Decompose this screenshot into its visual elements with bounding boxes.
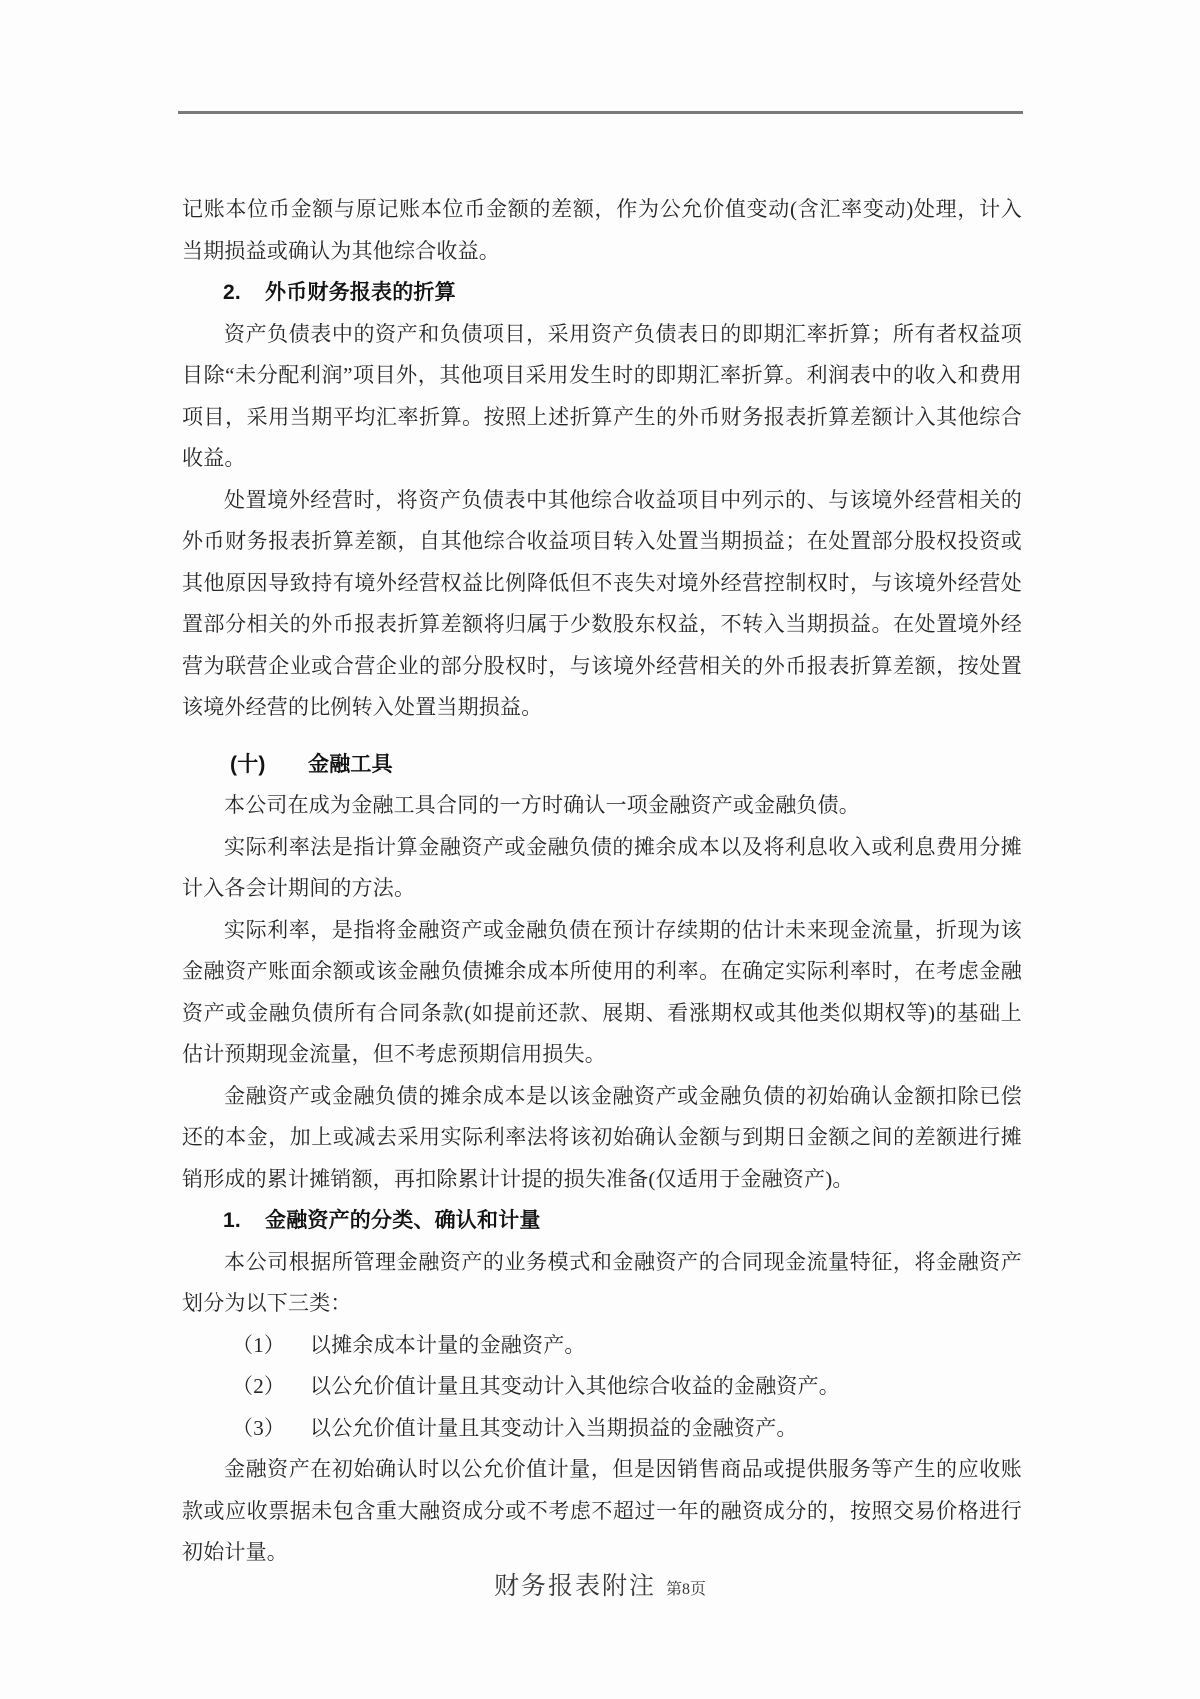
header-rule bbox=[178, 111, 1023, 114]
footer-page-number: 第8页 bbox=[666, 1581, 707, 1598]
heading-financial-instruments bbox=[182, 744, 1022, 786]
list-item-fvoci-assets bbox=[182, 1366, 1022, 1408]
list-item-number: （3） bbox=[232, 1415, 286, 1440]
heading-financial-asset-classification bbox=[182, 1200, 1022, 1242]
heading-title: 外币财务报表的折算 bbox=[265, 281, 456, 304]
paragraph-effective-interest-rate: 实际利率，是指将金融资产或金融负债在预计存续期的估计未来现金流量，折现为该金融资产账面余额或该金融负债摊余成本所使用的利率。在确定实际利率时，在考虑金融资产或金融负债所有合同条款(如提前还款、展期、看涨期权或其他类似期权等)的基础上估计预期现金流量，但不考虑预期信用损失。 bbox=[182, 917, 1022, 1066]
heading-number: (十) bbox=[230, 752, 266, 776]
heading-title: 金融工具 bbox=[308, 752, 393, 776]
heading-number: 1. bbox=[223, 1209, 241, 1232]
paragraph-classification-intro: 本公司根据所管理金融资产的业务模式和金融资产的合同现金流量特征，将金融资产划分为以下三类： bbox=[182, 1249, 1022, 1315]
paragraph-disposal-overseas-operation: 处置境外经营时，将资产负债表中其他综合收益项目中列示的、与该境外经营相关的外币财务报表折算差额，自其他综合收益项目转入处置当期损益；在处置部分股权投资或其他原因导致持有境外经营权益比例降低但不丧失对境外经营控制权时，与该境外经营处置部分相关的外币报表折算差额将归属于少数股东权益，不转入当期损益。在处置境外经营为联营企业或合营企业的部分股权时，与该境外经营相关的外币报表折算差额，按处置该境外经营的比例转入处置当期损益。 bbox=[182, 487, 1022, 719]
paragraph-effective-interest-method: 实际利率法是指计算金融资产或金融负债的摊余成本以及将利息收入或利息费用分摊计入各会计期间的方法。 bbox=[182, 834, 1022, 900]
paragraph-amortized-cost: 金融资产或金融负债的摊余成本是以该金融资产或金融负债的初始确认金额扣除已偿还的本金，加上或减去采用实际利率法将该初始确认金额与到期日金额之间的差额进行摊销形成的累计摊销额，再扣除累计计提的损失准备(仅适用于金融资产)。 bbox=[182, 1083, 1022, 1191]
heading-title: 金融资产的分类、确认和计量 bbox=[265, 1209, 541, 1232]
list-item-amortized-cost-assets bbox=[182, 1325, 1022, 1367]
paragraph-recognition-of-financial-instrument: 本公司在成为金融工具合同的一方时确认一项金融资产或金融负债。 bbox=[224, 793, 860, 817]
list-item-number: （2） bbox=[232, 1374, 286, 1398]
heading-foreign-currency-statement-translation bbox=[182, 272, 1022, 314]
list-item-text: 以公允价值计量且其变动计入当期损益的金融资产。 bbox=[310, 1415, 798, 1440]
paragraph-fx-difference: 记账本位币金额与原记账本位币金额的差额，作为公允价值变动(含汇率变动)处理，计入当期损益或确认为其他综合收益。 bbox=[182, 197, 1022, 263]
page-footer bbox=[0, 1566, 1200, 1602]
document-body bbox=[182, 189, 1022, 1574]
footer-title: 财务报表附注 bbox=[493, 1573, 656, 1600]
list-item-fvtpl-assets bbox=[182, 1408, 1022, 1450]
paragraph-initial-measurement: 金融资产在初始确认时以公允价值计量，但是因销售商品或提供服务等产生的应收账款或应收票据未包含重大融资成分或不考虑不超过一年的融资成分的，按照交易价格进行初始计量。 bbox=[182, 1457, 1022, 1564]
list-item-text: 以摊余成本计量的金融资产。 bbox=[310, 1332, 586, 1357]
paragraph-balance-sheet-translation: 资产负债表中的资产和负债项目，采用资产负债表日的即期汇率折算；所有者权益项目除“未分配利润”项目外，其他项目采用发生时的即期汇率折算。利润表中的收入和费用项目，采用当期平均汇率折算。按照上述折算产生的外币财务报表折算差额计入其他综合收益。 bbox=[182, 321, 1022, 470]
list-item-number: （1） bbox=[232, 1332, 286, 1357]
list-item-text: 以公允价值计量且其变动计入其他综合收益的金融资产。 bbox=[310, 1374, 840, 1398]
heading-number: 2. bbox=[223, 281, 241, 304]
